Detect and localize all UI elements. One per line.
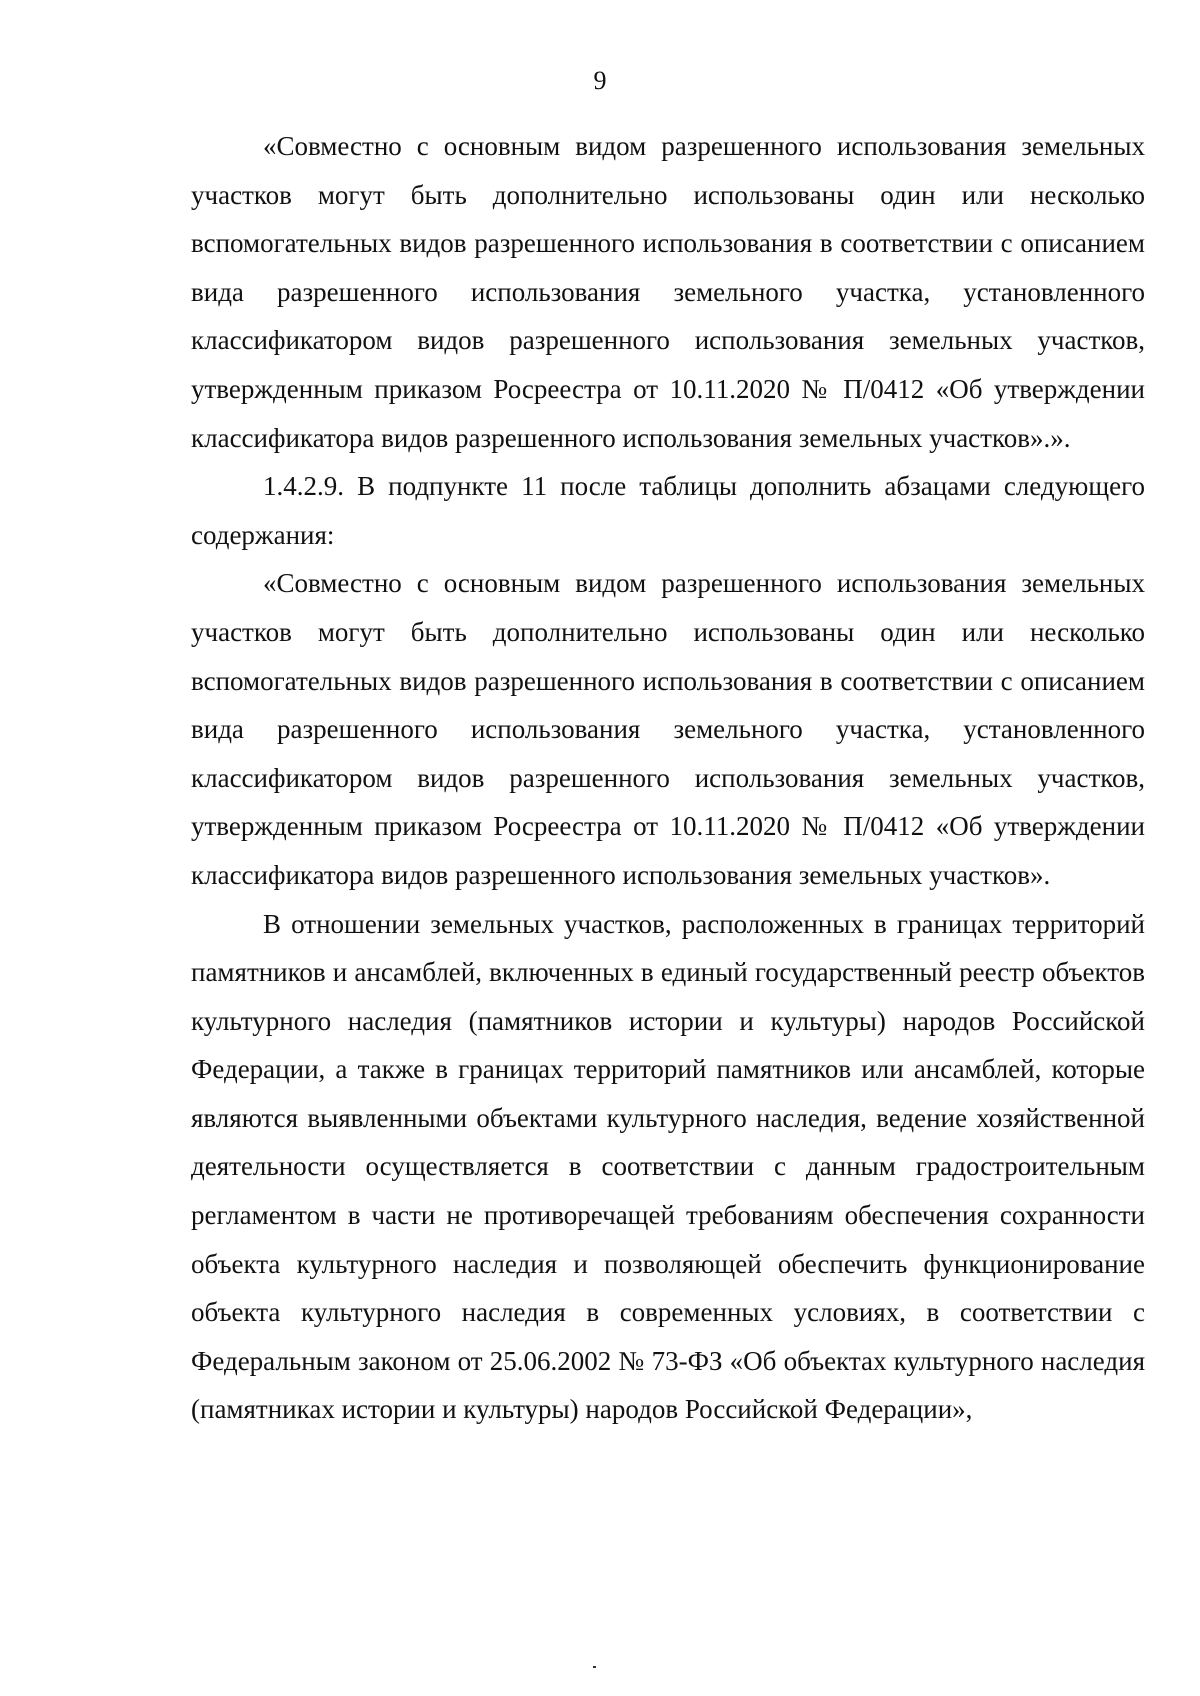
document-body [191,122,1145,1434]
paragraph-1: «Совместно с основным видом разрешенного использования земельных участков могут быть дополнительно использованы один или несколько вспомогательных видов разрешенного использования в соответствии с описанием вида разрешенного использования земельного участка, установленного классификатором видов разрешенного использования земельных участков, утвержденным приказом Росреестра от 10.11.2020 № П/0412 «Об утверждении классификатора видов разрешенного использования земельных участков».». [191,131,1145,453]
scan-speck [593,1666,596,1668]
paragraph-4: В отношении земельных участков, расположенных в границах территорий памятников и ансамблей, включенных в единый государственный реестр объектов культурного наследия (памятников истории и культуры) народов Российской Федерации, а также в границах территорий памятников или ансамблей, которые являются выявленными объектами культурного наследия, ведение хозяйственной деятельности осуществляется в соответствии с данным градостроительным регламентом в части не противоречащей требованиям обеспечения сохранности объекта культурного наследия и позволяющей обеспечить функционирование объекта культурного наследия в современных условиях, в соответствии с Федеральным законом от 25.06.2002 № 73-ФЗ «Об объектах культурного наследия (памятниках истории и культуры) народов Российской Федерации», [191,908,1145,1425]
paragraph-3: «Совместно с основным видом разрешенного использования земельных участков могут быть дополнительно использованы один или несколько вспомогательных видов разрешенного использования в соответствии с описанием вида разрешенного использования земельного участка, установленного классификатором видов разрешенного использования земельных участков, утвержденным приказом Росреестра от 10.11.2020 № П/0412 «Об утверждении классификатора видов разрешенного использования земельных участков». [191,568,1145,890]
page-number: 9 [593,66,607,95]
paragraph-2: 1.4.2.9. В подпункте 11 после таблицы дополнить абзацами следующего содержания: [191,471,1145,550]
